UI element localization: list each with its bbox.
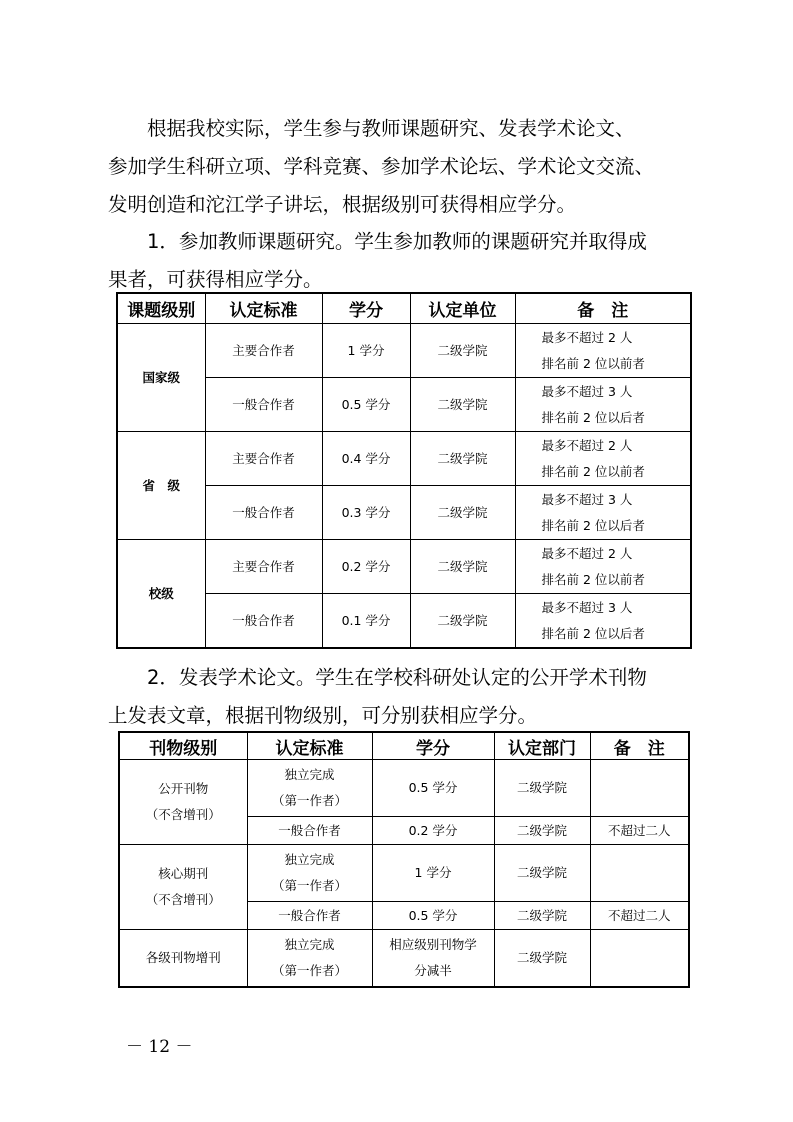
standard-line: （第一作者） — [271, 963, 347, 978]
level-cell: 各级刊物增刊 — [119, 930, 247, 988]
credit-cell: 0.2 学分 — [372, 817, 494, 845]
intro-paragraph — [108, 110, 708, 224]
credit-cell: 0.5 学分 — [372, 760, 494, 817]
level-cell — [119, 760, 247, 845]
table-row — [119, 760, 689, 817]
section2-paragraph — [108, 659, 708, 735]
remark-cell — [515, 486, 691, 540]
remark-line: 排名前 2 位以后者 — [541, 517, 645, 533]
standard-cell: 主要合作者 — [205, 432, 322, 486]
remark-cell: 不超过二人 — [590, 817, 689, 845]
remark-line: 排名前 2 位以前者 — [541, 571, 645, 587]
remark-line: 排名前 2 位以前者 — [541, 355, 645, 371]
standard-cell: 一般合作者 — [205, 486, 322, 540]
intro-line: 参加学生科研立项、学科竞赛、参加学术论坛、学术论文交流、 — [108, 155, 655, 178]
column-header: 认定标准 — [247, 732, 372, 760]
standard-line: 独立完成 — [284, 852, 335, 867]
remark-line: 排名前 2 位以后者 — [541, 409, 645, 425]
remark-line: 排名前 2 位以前者 — [541, 463, 645, 479]
column-header: 备 注 — [590, 732, 689, 760]
credit-cell: 0.5 学分 — [322, 378, 410, 432]
standard-line: 独立完成 — [284, 937, 335, 952]
credit-cell: 1 学分 — [372, 845, 494, 902]
column-header: 学分 — [372, 732, 494, 760]
unit-cell: 二级学院 — [410, 540, 515, 594]
level-cell — [119, 845, 247, 930]
section1-paragraph — [108, 223, 708, 299]
standard-cell: 一般合作者 — [205, 594, 322, 649]
intro-line: 根据我校实际，学生参与教师课题研究、发表学术论文、 — [108, 117, 635, 140]
unit-cell: 二级学院 — [410, 486, 515, 540]
level-cell: 国家级 — [117, 324, 205, 432]
level-line: （不含增刊） — [145, 892, 221, 907]
dept-cell: 二级学院 — [494, 930, 590, 988]
standard-cell — [247, 845, 372, 902]
column-header: 认定部门 — [494, 732, 590, 760]
standard-cell: 一般合作者 — [247, 817, 372, 845]
standard-cell: 主要合作者 — [205, 324, 322, 378]
table-row — [119, 845, 689, 902]
dept-cell: 二级学院 — [494, 845, 590, 902]
standard-line: （第一作者） — [271, 878, 347, 893]
dept-cell: 二级学院 — [494, 902, 590, 930]
unit-cell: 二级学院 — [410, 432, 515, 486]
remark-line: 最多不超过 2 人 — [541, 329, 633, 345]
credit-line: 相应级别刊物学 — [389, 937, 477, 952]
section2-line: 2．发表学术论文。学生在学校科研处认定的公开学术刊物 — [108, 666, 647, 689]
table-row — [117, 432, 691, 486]
standard-cell — [247, 930, 372, 988]
credit-cell: 1 学分 — [322, 324, 410, 378]
table-header-row — [119, 732, 689, 760]
column-header: 课题级别 — [117, 293, 205, 324]
remark-cell — [590, 930, 689, 988]
standard-cell: 一般合作者 — [205, 378, 322, 432]
level-line: （不含增刊） — [145, 807, 221, 822]
credit-cell: 0.1 学分 — [322, 594, 410, 649]
table-row — [117, 324, 691, 378]
level-line: 核心期刊 — [158, 866, 209, 881]
unit-cell: 二级学院 — [410, 594, 515, 649]
remark-line: 最多不超过 2 人 — [541, 437, 633, 453]
table-row — [119, 930, 689, 988]
standard-cell — [247, 760, 372, 817]
credit-cell: 0.4 学分 — [322, 432, 410, 486]
remark-cell — [515, 594, 691, 649]
standard-line: （第一作者） — [271, 793, 347, 808]
column-header: 备 注 — [515, 293, 691, 324]
paper-publication-credit-table — [118, 731, 690, 988]
remark-cell — [515, 378, 691, 432]
unit-cell: 二级学院 — [410, 378, 515, 432]
remark-line: 最多不超过 3 人 — [541, 599, 633, 615]
remark-line: 排名前 2 位以后者 — [541, 625, 645, 641]
standard-cell: 主要合作者 — [205, 540, 322, 594]
section2-line: 上发表文章，根据刊物级别，可分别获相应学分。 — [108, 704, 538, 727]
remark-line: 最多不超过 2 人 — [541, 545, 633, 561]
remark-line: 最多不超过 3 人 — [541, 383, 633, 399]
remark-cell — [590, 845, 689, 902]
column-header: 认定标准 — [205, 293, 322, 324]
remark-cell — [515, 540, 691, 594]
dept-cell: 二级学院 — [494, 817, 590, 845]
credit-line: 分减半 — [414, 963, 452, 978]
remark-cell — [515, 324, 691, 378]
level-cell: 校级 — [117, 540, 205, 649]
credit-cell: 0.3 学分 — [322, 486, 410, 540]
column-header: 认定单位 — [410, 293, 515, 324]
credit-cell: 0.5 学分 — [372, 902, 494, 930]
table-row — [117, 540, 691, 594]
column-header: 刊物级别 — [119, 732, 247, 760]
topic-research-credit-table — [116, 292, 692, 649]
remark-cell: 不超过二人 — [590, 902, 689, 930]
credit-cell — [372, 930, 494, 988]
remark-cell — [590, 760, 689, 817]
standard-cell: 一般合作者 — [247, 902, 372, 930]
table-header-row — [117, 293, 691, 324]
page-number: － 12 － — [126, 1037, 193, 1057]
section1-line: 果者，可获得相应学分。 — [108, 268, 323, 291]
unit-cell: 二级学院 — [410, 324, 515, 378]
credit-cell: 0.2 学分 — [322, 540, 410, 594]
section1-line: 1．参加教师课题研究。学生参加教师的课题研究并取得成 — [108, 230, 647, 253]
standard-line: 独立完成 — [284, 767, 335, 782]
remark-line: 最多不超过 3 人 — [541, 491, 633, 507]
column-header: 学分 — [322, 293, 410, 324]
intro-line: 发明创造和沱江学子讲坛，根据级别可获得相应学分。 — [108, 193, 577, 216]
level-cell: 省 级 — [117, 432, 205, 540]
remark-cell — [515, 432, 691, 486]
dept-cell: 二级学院 — [494, 760, 590, 817]
level-line: 公开刊物 — [158, 781, 209, 796]
